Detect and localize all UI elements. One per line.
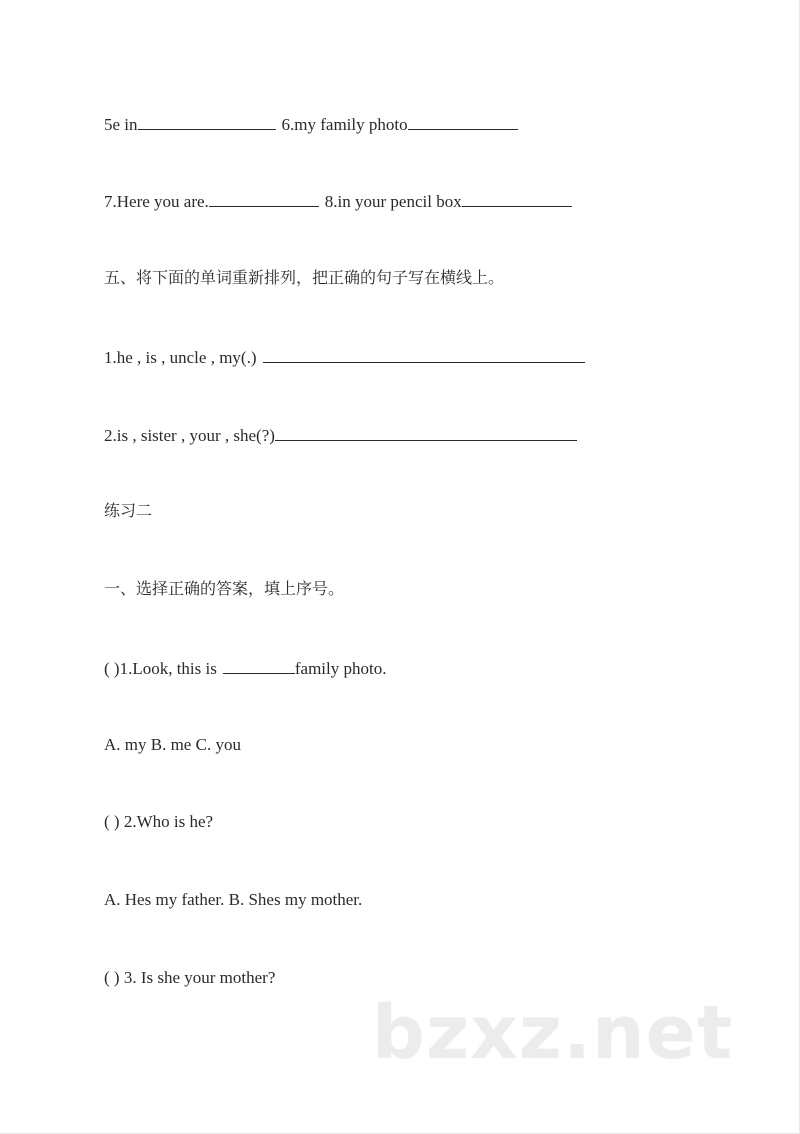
item-8-text: 8.in your pencil box <box>324 192 462 211</box>
answer-blank-8 <box>462 190 572 207</box>
answer-blank-choice-1 <box>223 657 295 674</box>
choice-1-suffix: family photo. <box>294 659 387 678</box>
choice-question-2: ( ) 2.Who is he? <box>104 812 214 831</box>
reorder-2-text: 2.is , sister , your , she(?) <box>104 426 275 445</box>
choice-1-options: A. my B. me C. you <box>104 735 241 754</box>
section-5-heading: 五、将下面的单词重新排列，把正确的句子写在横线上。 <box>104 268 505 287</box>
choice-1-prefix: ( )1.Look, this is <box>104 659 217 678</box>
item-5-text: 5e in <box>104 115 138 134</box>
item-5-6-row <box>104 113 518 135</box>
section-1-heading: 一、选择正确的答案，填上序号。 <box>104 579 345 598</box>
choice-question-3: ( ) 3. Is she your mother? <box>104 968 276 987</box>
choice-2-options: A. Hes my father. B. Shes my mother. <box>104 890 363 909</box>
answer-blank-6 <box>408 113 518 130</box>
item-7-text: 7.Here you are. <box>104 192 209 211</box>
answer-blank-5 <box>138 113 276 130</box>
reorder-1-text: 1.he , is , uncle , my(.) <box>104 348 257 367</box>
reorder-question-2 <box>104 424 577 446</box>
choice-question-1 <box>104 657 386 679</box>
item-6-text: 6.my family photo <box>281 115 408 134</box>
reorder-question-1 <box>104 346 585 368</box>
item-7-8-row <box>104 190 572 212</box>
answer-blank-reorder-2 <box>275 424 577 441</box>
answer-blank-7 <box>209 190 319 207</box>
watermark-logo: bzxz.net <box>372 990 734 1076</box>
answer-blank-reorder-1 <box>263 346 585 363</box>
exercise-2-title: 练习二 <box>104 501 153 520</box>
